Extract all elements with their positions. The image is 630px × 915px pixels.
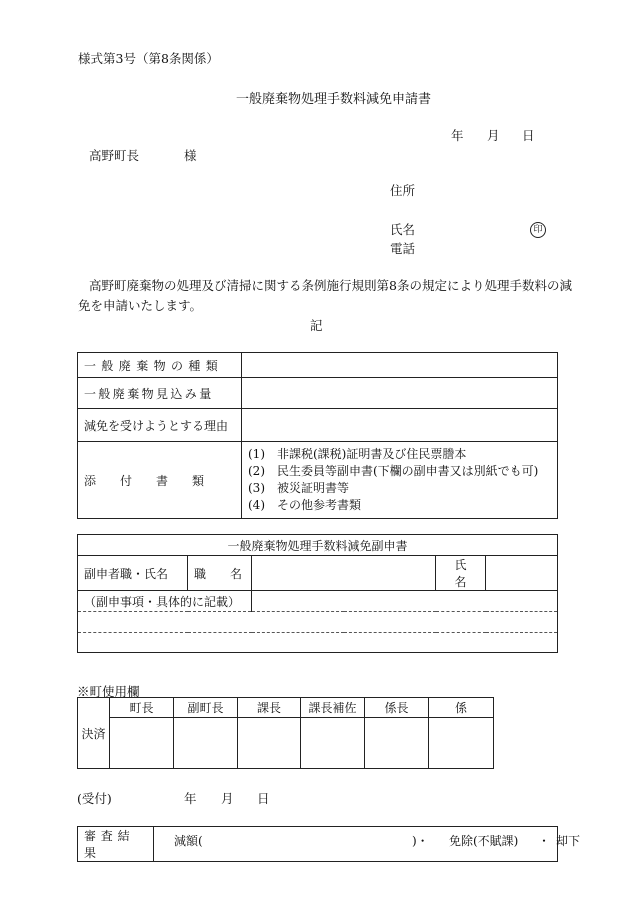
stamp-cell[interactable] bbox=[365, 718, 429, 769]
table-row bbox=[78, 612, 558, 633]
column-header: 係 bbox=[429, 698, 494, 718]
seal-icon: 印 bbox=[530, 222, 546, 238]
attachments-label: 添 付 書 類 bbox=[78, 442, 242, 519]
separator-dot: ・ bbox=[538, 834, 551, 848]
table-row bbox=[78, 409, 558, 442]
stamp-cell[interactable] bbox=[174, 718, 238, 769]
stamp-cell[interactable] bbox=[429, 718, 494, 769]
reject-option[interactable]: 却下 bbox=[556, 834, 581, 848]
notes-field-2[interactable] bbox=[78, 612, 558, 633]
seal-mark bbox=[530, 222, 546, 238]
recipient-name: 高野町長 bbox=[89, 148, 140, 163]
reason-field[interactable] bbox=[242, 409, 558, 442]
notes-label: （副申事項・具体的に記載） bbox=[78, 591, 252, 612]
date-month: 月 bbox=[487, 128, 500, 143]
role-label: 副申者職・氏名 bbox=[78, 556, 188, 591]
sub-application-table bbox=[77, 534, 558, 653]
column-header: 副町長 bbox=[174, 698, 238, 718]
form-id: 様式第3号（第8条関係） bbox=[78, 51, 219, 66]
waste-type-label: 一般廃棄物の種類 bbox=[78, 353, 242, 378]
notes-field-3[interactable] bbox=[78, 633, 558, 653]
column-header: 課長 bbox=[238, 698, 301, 718]
attachments-list bbox=[242, 442, 558, 519]
attachment-item: (1) 非課税(課税)証明書及び住民票謄本 bbox=[248, 447, 467, 461]
reason-label: 減免を受けようとする理由 bbox=[78, 409, 242, 442]
notes-field-1[interactable] bbox=[252, 591, 558, 612]
receipt-month: 月 bbox=[221, 791, 234, 806]
receipt-year: 年 bbox=[184, 791, 197, 806]
sub-name-label: 氏 名 bbox=[436, 556, 486, 591]
column-header: 町長 bbox=[110, 698, 174, 718]
position-field[interactable] bbox=[252, 556, 436, 591]
table-row bbox=[78, 442, 558, 519]
table-row bbox=[78, 535, 558, 556]
review-label: 審査結果 bbox=[78, 827, 154, 862]
receipt-label: (受付) bbox=[77, 791, 112, 806]
column-header: 課長補佐 bbox=[301, 698, 365, 718]
waste-amount-label: 一般廃棄物見込み量 bbox=[78, 378, 242, 409]
ki-mark: 記 bbox=[310, 318, 323, 333]
name-label: 氏名 bbox=[390, 222, 416, 237]
approval-table bbox=[77, 697, 494, 769]
stamp-cell[interactable] bbox=[238, 718, 301, 769]
exemption-option[interactable]: 免除(不賦課) bbox=[449, 834, 519, 848]
table-row bbox=[78, 633, 558, 653]
address-label: 住所 bbox=[390, 183, 416, 198]
table-row bbox=[78, 378, 558, 409]
review-options bbox=[154, 827, 581, 862]
kessai-label: 決済 bbox=[78, 698, 110, 769]
table-row bbox=[78, 698, 494, 718]
stamp-cell[interactable] bbox=[110, 718, 174, 769]
table-row bbox=[78, 827, 558, 862]
waste-type-field[interactable] bbox=[242, 353, 558, 378]
sub-name-field[interactable] bbox=[486, 556, 558, 591]
receipt-day: 日 bbox=[257, 791, 270, 806]
recipient-honorific: 様 bbox=[184, 148, 197, 163]
body-line-2: 免を申請いたします。 bbox=[78, 298, 203, 313]
table-row bbox=[78, 353, 558, 378]
office-use-label: ※町使用欄 bbox=[77, 684, 140, 699]
review-table bbox=[77, 826, 581, 862]
attachment-item: (3) 被災証明書等 bbox=[248, 481, 349, 495]
reduction-close: )・ bbox=[412, 834, 429, 848]
phone-label: 電話 bbox=[390, 241, 416, 256]
position-label: 職 名 bbox=[188, 556, 252, 591]
waste-amount-field[interactable] bbox=[242, 378, 558, 409]
sub-table-title: 一般廃棄物処理手数料減免副申書 bbox=[78, 535, 558, 556]
table-row bbox=[78, 591, 558, 612]
stamp-cell[interactable] bbox=[301, 718, 365, 769]
attachment-item: (2) 民生委員等副申書(下欄の副申書又は別紙でも可) bbox=[248, 464, 539, 478]
application-table bbox=[77, 352, 558, 519]
date-year: 年 bbox=[451, 128, 464, 143]
body-line-1: 高野町廃棄物の処理及び清掃に関する条例施行規則第8条の規定により処理手数料の減 bbox=[89, 278, 572, 293]
date-day: 日 bbox=[522, 128, 535, 143]
form-title: 一般廃棄物処理手数料減免申請書 bbox=[236, 92, 432, 107]
table-row bbox=[78, 556, 558, 591]
column-header: 係長 bbox=[365, 698, 429, 718]
reduction-option[interactable]: 減額( bbox=[174, 834, 203, 848]
attachment-item: (4) その他参考書類 bbox=[248, 498, 361, 512]
table-row bbox=[78, 718, 494, 769]
